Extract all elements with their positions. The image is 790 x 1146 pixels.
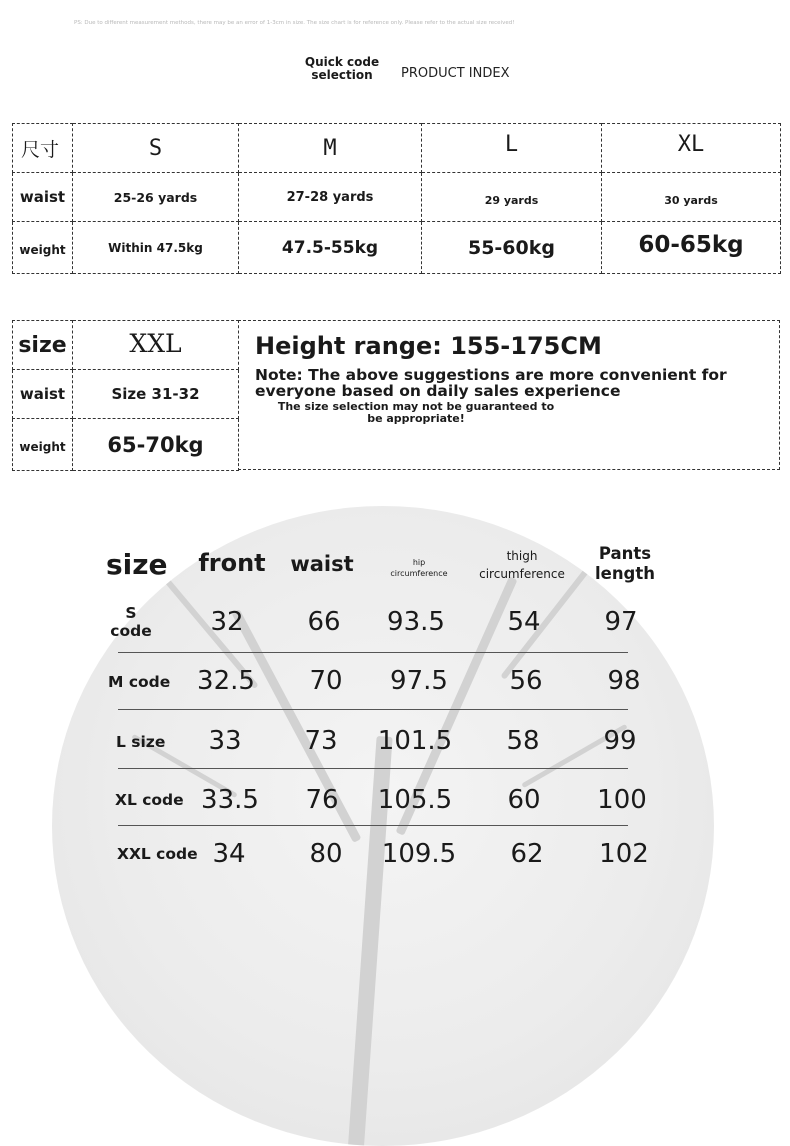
- meas-thigh-value: 58: [506, 726, 540, 756]
- product-index-title: PRODUCT INDEX: [401, 66, 510, 81]
- meas-hip-value: 97.5: [390, 666, 448, 696]
- meas-thigh-value: 54: [507, 607, 541, 637]
- height-range: Height range: 155-175CM: [255, 332, 602, 360]
- weight-label: weight: [13, 222, 73, 274]
- size-header-m: M: [239, 124, 422, 173]
- weight-value-m: 47.5-55kg: [239, 222, 422, 274]
- row-divider: [118, 652, 628, 653]
- row-divider: [118, 709, 628, 710]
- waist-value-m: 27-28 yards: [239, 173, 422, 222]
- meas-front-value: 34: [212, 839, 246, 869]
- meas-length-value: 102: [599, 839, 649, 869]
- meas-header-hip: hip circumference: [390, 558, 448, 578]
- meas-hip-value: 109.5: [381, 839, 457, 869]
- size-guarantee-note: The size selection may not be guaranteed to be appropriate!: [277, 400, 555, 425]
- row-divider: [118, 825, 628, 826]
- meas-waist-value: 70: [309, 666, 343, 696]
- meas-hip-value: 105.5: [377, 785, 453, 815]
- meas-waist-value: 73: [304, 726, 338, 756]
- meas-header-front: front: [198, 549, 266, 577]
- meas-thigh-value: 62: [510, 839, 544, 869]
- weight-value-xxl: 65-70kg: [73, 419, 239, 471]
- meas-row-label: S code: [110, 604, 152, 640]
- row-divider: [118, 768, 628, 769]
- meas-hip-value: 101.5: [377, 726, 453, 756]
- meas-thigh-value: 60: [507, 785, 541, 815]
- meas-waist-value: 80: [309, 839, 343, 869]
- xxl-weight-label: weight: [13, 419, 73, 471]
- meas-header-pants-length: Pants length: [594, 544, 656, 583]
- meas-length-value: 100: [597, 785, 647, 815]
- waist-value-s: 25-26 yards: [73, 173, 239, 222]
- waist-value-xxl: Size 31-32: [73, 370, 239, 419]
- meas-front-value: 32: [210, 607, 244, 637]
- meas-row-label: XXL code: [117, 845, 198, 863]
- meas-front-value: 32.5: [197, 666, 255, 696]
- meas-waist-value: 66: [307, 607, 341, 637]
- waist-value-xl: 30 yards: [602, 173, 781, 222]
- weight-value-xl: 60-65kg: [602, 222, 781, 274]
- quick-code-selection-title: Quick code selection: [304, 55, 380, 82]
- xxl-size-label: size: [13, 321, 73, 370]
- meas-waist-value: 76: [305, 785, 339, 815]
- size-suggestion-note: Note: The above suggestions are more convenient for everyone based on daily sales experience: [255, 366, 727, 400]
- meas-front-value: 33: [208, 726, 242, 756]
- xxl-waist-label: waist: [13, 370, 73, 419]
- meas-length-value: 99: [603, 726, 637, 756]
- meas-row-label: XL code: [115, 791, 184, 809]
- meas-front-value: 33.5: [201, 785, 259, 815]
- waist-value-l: 29 yards: [422, 173, 602, 222]
- meas-hip-value: 93.5: [387, 607, 445, 637]
- size-corner-label: 尺寸: [13, 124, 73, 173]
- size-header-xxl: XXL: [73, 321, 239, 370]
- meas-row-label: L size: [116, 733, 166, 751]
- meas-row-label: M code: [108, 673, 171, 691]
- size-header-s: S: [73, 124, 239, 173]
- size-header-l: L: [422, 124, 602, 173]
- waist-label: waist: [13, 173, 73, 222]
- size-header-xl: XL: [602, 124, 781, 173]
- weight-value-s: Within 47.5kg: [73, 222, 239, 274]
- meas-length-value: 97: [604, 607, 638, 637]
- meas-header-thigh: thigh circumference: [479, 549, 565, 581]
- meas-thigh-value: 56: [509, 666, 543, 696]
- meas-header-size: size: [106, 548, 168, 581]
- weight-value-l: 55-60kg: [422, 222, 602, 274]
- measurement-disclaimer: PS: Due to different measurement methods, there may be an error of 1-3cm in size. The size chart is for reference only. Please refer to the actual size received!: [74, 20, 515, 26]
- meas-header-waist: waist: [290, 552, 354, 576]
- meas-length-value: 98: [607, 666, 641, 696]
